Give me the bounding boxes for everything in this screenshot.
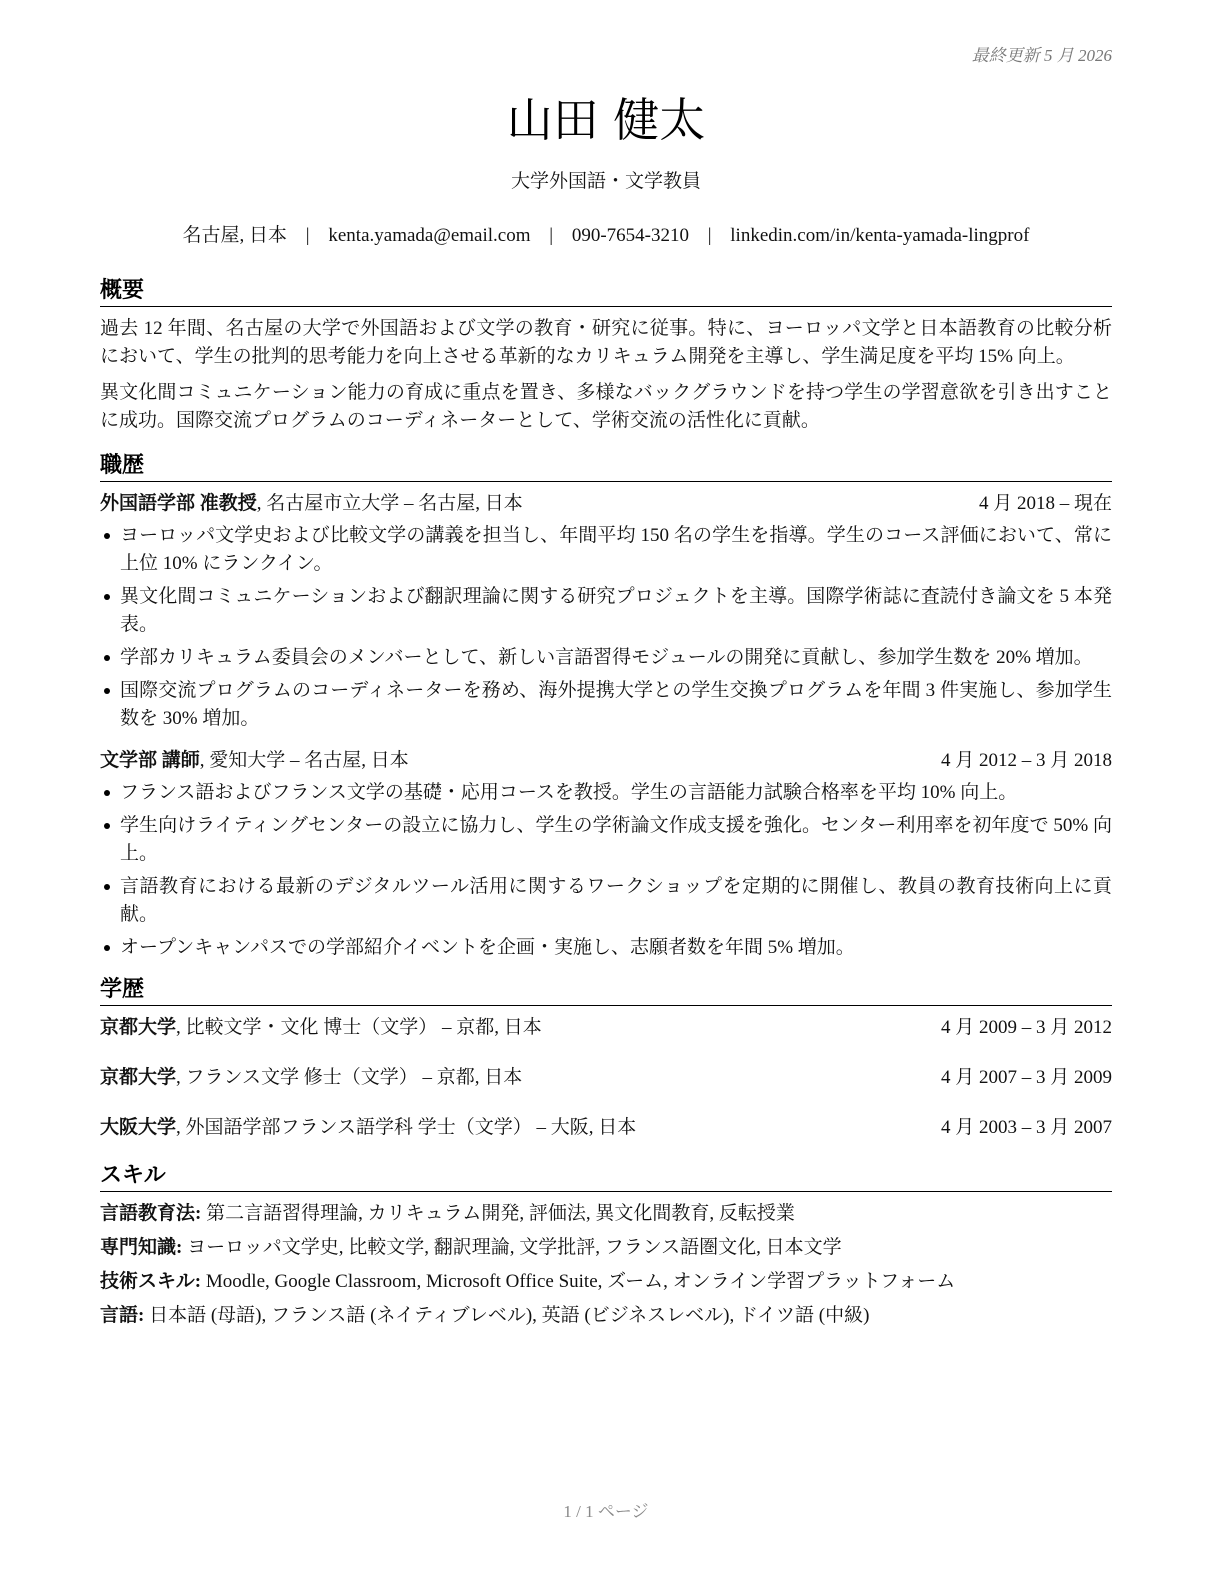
skill-row (100, 1200, 1112, 1228)
job-bullets (100, 522, 1112, 733)
resume-page (100, 0, 1112, 1584)
contact-separator: | (707, 225, 712, 246)
contact-separator: | (549, 225, 554, 246)
education-dates: 4 月 2007 – 3 月 2009 (940, 1067, 1112, 1088)
education-entry (100, 1064, 1112, 1114)
last-updated: 最終更新 5 月 2026 (971, 46, 1112, 65)
education-degree (100, 1014, 542, 1042)
education-degree (100, 1064, 522, 1092)
skills-heading: スキル (100, 1161, 1112, 1192)
contact-separator: | (305, 225, 310, 246)
education-heading: 学歴 (100, 975, 1112, 1006)
job-department: 外国語学部 (100, 493, 196, 514)
contact-email[interactable]: kenta.yamada@email.com (328, 225, 531, 246)
education-dates: 4 月 2009 – 3 月 2012 (940, 1017, 1112, 1038)
job-dates: 4 月 2018 – 現在 (978, 493, 1112, 514)
education-school: 京都大学 (100, 1017, 177, 1038)
summary-heading: 概要 (100, 276, 1112, 307)
skill-value: ヨーロッパ文学史, 比較文学, 翻訳理論, 文学批評, フランス語圏文化, 日本文学 (187, 1237, 842, 1258)
education-entry (100, 1014, 1112, 1064)
candidate-title: 大学外国語・文学教員 (510, 171, 701, 192)
skill-label: 言語教育法: (100, 1203, 202, 1224)
job-bullet: フランス語およびフランス文学の基礎・応用コースを教授。学生の言語能力試験合格率を平均 10% 向上。 (100, 779, 1112, 807)
education-section (100, 975, 1112, 1164)
job-organization: , 愛知大学 – 名古屋, 日本 (199, 750, 409, 771)
job-entry (100, 490, 1112, 733)
skill-row (100, 1234, 1112, 1262)
skill-row (100, 1302, 1112, 1330)
job-organization: , 名古屋市立大学 – 名古屋, 日本 (256, 493, 523, 514)
job-bullet: 国際交流プログラムのコーディネーターを務め、海外提携大学との学生交換プログラムを年間 3 件実施し、参加学生数を 30% 増加。 (100, 677, 1112, 733)
job-entry (100, 747, 1112, 962)
contact-linkedin[interactable]: linkedin.com/in/kenta-yamada-lingprof (730, 225, 1030, 246)
summary-paragraph: 過去 12 年間、名古屋の大学で外国語および文学の教育・研究に従事。特に、ヨーロッパ文学と日本語教育の比較分析において、学生の批判的思考能力を向上させる革新的なカリキュラム開発を主導し、学生満足度を平均 15% 向上。 (100, 318, 1112, 367)
skill-value: 第二言語習得理論, カリキュラム開発, 評価法, 異文化間教育, 反転授業 (206, 1203, 795, 1224)
education-school: 大阪大学 (100, 1117, 177, 1138)
job-bullet: ヨーロッパ文学史および比較文学の講義を担当し、年間平均 150 名の学生を指導。学生のコース評価において、常に上位 10% にランクイン。 (100, 522, 1112, 578)
job-department: 文学部 (100, 750, 158, 771)
skill-label: 言語: (100, 1305, 145, 1326)
contact-location: 名古屋, 日本 (182, 225, 288, 246)
job-role: 准教授 (199, 493, 257, 514)
job-dates: 4 月 2012 – 3 月 2018 (940, 750, 1112, 771)
summary-section (100, 276, 1112, 443)
job-position (100, 490, 523, 518)
skill-value: 日本語 (母語), フランス語 (ネイティブレベル), 英語 (ビジネスレベル), ドイツ語 (中級) (149, 1305, 870, 1326)
candidate-name: 山田 健太 (506, 93, 706, 147)
page-number: 1 / 1 ページ (563, 1502, 649, 1521)
education-detail: , フランス文学 修士（文学） – 京都, 日本 (176, 1067, 523, 1088)
education-school: 京都大学 (100, 1067, 177, 1088)
education-entry (100, 1114, 1112, 1164)
skill-label: 専門知識: (100, 1237, 183, 1258)
skill-row (100, 1268, 1112, 1296)
job-header (100, 747, 1112, 775)
education-detail: , 外国語学部フランス語学科 学士（文学） – 大阪, 日本 (176, 1117, 637, 1138)
job-position (100, 747, 409, 775)
experience-section (100, 451, 1112, 967)
contact-line (100, 222, 1112, 250)
job-header (100, 490, 1112, 518)
job-bullet: 言語教育における最新のデジタルツール活用に関するワークショップを定期的に開催し、教員の教育技術向上に貢献。 (100, 873, 1112, 929)
skill-label: 技術スキル: (100, 1271, 202, 1292)
education-detail: , 比較文学・文化 博士（文学） – 京都, 日本 (176, 1017, 542, 1038)
skills-section (100, 1161, 1112, 1336)
job-role: 講師 (161, 750, 200, 771)
contact-phone: 090-7654-3210 (571, 225, 689, 246)
summary-paragraph: 異文化間コミュニケーション能力の育成に重点を置き、多様なバックグラウンドを持つ学生の学習意欲を引き出すことに成功。国際交流プログラムのコーディネーターとして、学術交流の活性化に貢献。 (100, 382, 1112, 431)
job-bullet: 学部カリキュラム委員会のメンバーとして、新しい言語習得モジュールの開発に貢献し、参加学生数を 20% 増加。 (100, 644, 1112, 672)
job-bullet: 学生向けライティングセンターの設立に協力し、学生の学術論文作成支援を強化。センター利用率を初年度で 50% 向上。 (100, 812, 1112, 868)
job-bullet: 異文化間コミュニケーションおよび翻訳理論に関する研究プロジェクトを主導。国際学術誌に査読付き論文を 5 本発表。 (100, 583, 1112, 639)
job-bullet: オープンキャンパスでの学部紹介イベントを企画・実施し、志願者数を年間 5% 増加。 (100, 934, 1112, 962)
education-degree (100, 1114, 636, 1142)
job-bullets (100, 779, 1112, 962)
experience-heading: 職歴 (100, 451, 1112, 482)
skill-value: Moodle, Google Classroom, Microsoft Office Suite, ズーム, オンライン学習プラットフォーム (205, 1271, 956, 1292)
education-dates: 4 月 2003 – 3 月 2007 (940, 1117, 1112, 1138)
